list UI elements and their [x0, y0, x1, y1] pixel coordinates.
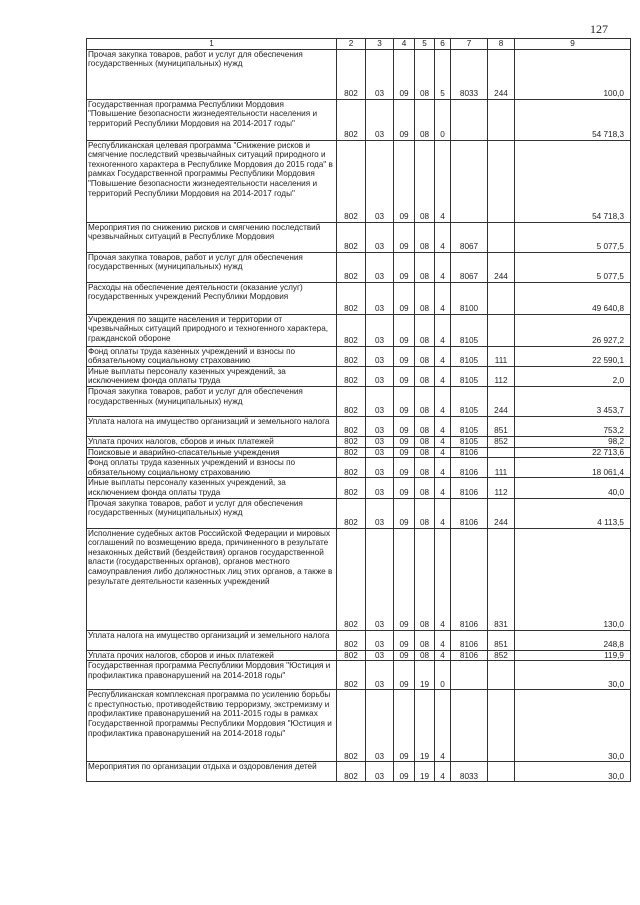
row-value-cell-col-2: 802 [337, 386, 366, 416]
row-value-cell-col-9: 2,0 [515, 366, 631, 386]
row-value-cell-col-9: 119,9 [515, 650, 631, 661]
row-value-cell-col-4: 09 [394, 99, 415, 140]
row-value-cell-col-3: 03 [366, 222, 394, 252]
row-value-cell-col-9: 30,0 [515, 762, 631, 782]
column-header-9: 9 [515, 39, 631, 50]
row-value-cell-col-5: 08 [415, 366, 435, 386]
row-value-cell-col-2: 802 [337, 436, 366, 447]
table-row [87, 458, 631, 478]
table-row [87, 252, 631, 282]
row-value-cell-col-8 [488, 282, 515, 314]
row-value-cell-col-5: 08 [415, 140, 435, 222]
row-value-cell-col-8 [488, 661, 515, 690]
row-value-cell-col-2: 802 [337, 458, 366, 478]
row-value-cell-col-7: 8067 [451, 222, 488, 252]
page-number: 127 [590, 22, 608, 36]
row-name-cell: Уплата прочих налогов, сборов и иных платежей [87, 436, 337, 447]
row-value-cell-col-4: 09 [394, 650, 415, 661]
row-value-cell-col-3: 03 [366, 140, 394, 222]
row-name-cell: Уплата налога на имущество организаций и земельного налога [87, 630, 337, 650]
row-value-cell-col-7: 8106 [451, 458, 488, 478]
row-name-cell: Мероприятия по снижению рисков и смягчению последствий чрезвычайных ситуаций в Республике Мордовия [87, 222, 337, 252]
row-value-cell-col-6: 4 [435, 386, 451, 416]
row-value-cell-col-2: 802 [337, 690, 366, 762]
row-value-cell-col-4: 09 [394, 762, 415, 782]
row-value-cell-col-7: 8106 [451, 528, 488, 630]
row-value-cell-col-7: 8105 [451, 416, 488, 436]
row-value-cell-col-6: 4 [435, 252, 451, 282]
row-value-cell-col-4: 09 [394, 436, 415, 447]
row-value-cell-col-7: 8106 [451, 498, 488, 528]
row-value-cell-col-9: 22 590,1 [515, 346, 631, 366]
row-value-cell-col-9: 248,8 [515, 630, 631, 650]
row-value-cell-col-2: 802 [337, 346, 366, 366]
row-value-cell-col-3: 03 [366, 762, 394, 782]
row-value-cell-col-8: 244 [488, 49, 515, 99]
row-value-cell-col-3: 03 [366, 690, 394, 762]
row-value-cell-col-7 [451, 140, 488, 222]
row-value-cell-col-3: 03 [366, 436, 394, 447]
row-name-cell: Уплата прочих налогов, сборов и иных платежей [87, 650, 337, 661]
row-value-cell-col-4: 09 [394, 416, 415, 436]
row-value-cell-col-9: 130,0 [515, 528, 631, 630]
row-value-cell-col-3: 03 [366, 252, 394, 282]
row-value-cell-col-2: 802 [337, 314, 366, 346]
row-value-cell-col-7: 8106 [451, 650, 488, 661]
row-value-cell-col-8 [488, 99, 515, 140]
row-value-cell-col-3: 03 [366, 661, 394, 690]
column-header-5: 5 [415, 39, 435, 50]
row-value-cell-col-4: 09 [394, 498, 415, 528]
row-value-cell-col-4: 09 [394, 447, 415, 458]
row-value-cell-col-3: 03 [366, 416, 394, 436]
row-value-cell-col-4: 09 [394, 661, 415, 690]
row-value-cell-col-8: 111 [488, 346, 515, 366]
row-value-cell-col-5: 08 [415, 528, 435, 630]
row-value-cell-col-2: 802 [337, 478, 366, 498]
row-value-cell-col-5: 08 [415, 650, 435, 661]
row-value-cell-col-4: 09 [394, 222, 415, 252]
row-value-cell-col-6: 4 [435, 650, 451, 661]
table-row [87, 498, 631, 528]
row-value-cell-col-6: 4 [435, 458, 451, 478]
row-value-cell-col-4: 09 [394, 528, 415, 630]
row-value-cell-col-9: 22 713,6 [515, 447, 631, 458]
row-value-cell-col-8 [488, 140, 515, 222]
row-value-cell-col-9: 5 077,5 [515, 252, 631, 282]
table-row [87, 478, 631, 498]
row-value-cell-col-5: 08 [415, 447, 435, 458]
row-name-cell: Учреждения по защите населения и территории от чрезвычайных ситуаций природного и техногенного характера, гражданской обороне [87, 314, 337, 346]
row-name-cell: Уплата налога на имущество организаций и земельного налога [87, 416, 337, 436]
column-header-4: 4 [394, 39, 415, 50]
row-value-cell-col-4: 09 [394, 630, 415, 650]
row-value-cell-col-5: 08 [415, 314, 435, 346]
table-row [87, 661, 631, 690]
row-value-cell-col-5: 08 [415, 386, 435, 416]
row-value-cell-col-7: 8106 [451, 478, 488, 498]
row-value-cell-col-4: 09 [394, 690, 415, 762]
row-value-cell-col-7: 8067 [451, 252, 488, 282]
row-value-cell-col-8 [488, 690, 515, 762]
row-value-cell-col-2: 802 [337, 447, 366, 458]
row-value-cell-col-2: 802 [337, 661, 366, 690]
row-value-cell-col-7: 8105 [451, 436, 488, 447]
row-value-cell-col-9: 4 113,5 [515, 498, 631, 528]
column-header-8: 8 [488, 39, 515, 50]
row-name-cell: Поисковые и аварийно-спасательные учреждения [87, 447, 337, 458]
table-row [87, 49, 631, 99]
row-value-cell-col-2: 802 [337, 650, 366, 661]
row-value-cell-col-4: 09 [394, 346, 415, 366]
row-name-cell: Прочая закупка товаров, работ и услуг для обеспечения государственных (муниципальных) нужд [87, 49, 337, 99]
row-value-cell-col-2: 802 [337, 366, 366, 386]
row-value-cell-col-2: 802 [337, 762, 366, 782]
row-value-cell-col-8: 112 [488, 366, 515, 386]
row-name-cell: Прочая закупка товаров, работ и услуг для обеспечения государственных (муниципальных) нужд [87, 386, 337, 416]
row-value-cell-col-4: 09 [394, 314, 415, 346]
row-value-cell-col-3: 03 [366, 650, 394, 661]
row-value-cell-col-6: 4 [435, 222, 451, 252]
row-value-cell-col-6: 4 [435, 346, 451, 366]
header-row [87, 39, 631, 50]
table-row [87, 690, 631, 762]
row-value-cell-col-5: 08 [415, 458, 435, 478]
column-header-1: 1 [87, 39, 337, 50]
row-value-cell-col-3: 03 [366, 630, 394, 650]
row-value-cell-col-8: 852 [488, 650, 515, 661]
row-value-cell-col-3: 03 [366, 458, 394, 478]
row-value-cell-col-4: 09 [394, 458, 415, 478]
table-row [87, 436, 631, 447]
row-value-cell-col-9: 98,2 [515, 436, 631, 447]
row-value-cell-col-3: 03 [366, 528, 394, 630]
row-value-cell-col-6: 0 [435, 661, 451, 690]
table-row [87, 222, 631, 252]
column-header-3: 3 [366, 39, 394, 50]
row-value-cell-col-7 [451, 690, 488, 762]
table-row [87, 282, 631, 314]
row-value-cell-col-4: 09 [394, 140, 415, 222]
row-value-cell-col-9: 40,0 [515, 478, 631, 498]
row-value-cell-col-8 [488, 762, 515, 782]
row-value-cell-col-9: 26 927,2 [515, 314, 631, 346]
row-value-cell-col-7: 8100 [451, 282, 488, 314]
row-value-cell-col-5: 08 [415, 49, 435, 99]
table-row [87, 447, 631, 458]
row-name-cell: Республиканская целевая программа "Снижение рисков и смягчение последствий чрезвычайных ситуаций природного и техногенного характера в Республике Мордовия до 2015 года" в рамках Государственной программы Республики Мордовия "Повышение безопасности жизнедеятельности населения и территорий Республики Мордовия на 2014-2017 годы" [87, 140, 337, 222]
row-value-cell-col-5: 08 [415, 478, 435, 498]
row-name-cell: Иные выплаты персоналу казенных учреждений, за исключением фонда оплаты труда [87, 478, 337, 498]
row-value-cell-col-9: 54 718,3 [515, 140, 631, 222]
row-name-cell: Прочая закупка товаров, работ и услуг для обеспечения государственных (муниципальных) нужд [87, 252, 337, 282]
row-value-cell-col-5: 08 [415, 99, 435, 140]
row-value-cell-col-3: 03 [366, 366, 394, 386]
row-value-cell-col-7: 8106 [451, 447, 488, 458]
table-row [87, 650, 631, 661]
column-header-6: 6 [435, 39, 451, 50]
row-name-cell: Расходы на обеспечение деятельности (оказание услуг) государственных учреждений Республики Мордовия [87, 282, 337, 314]
row-value-cell-col-5: 08 [415, 222, 435, 252]
row-value-cell-col-6: 4 [435, 366, 451, 386]
row-name-cell: Мероприятия по организации отдыха и оздоровления детей [87, 762, 337, 782]
row-value-cell-col-8: 112 [488, 478, 515, 498]
row-value-cell-col-6: 4 [435, 478, 451, 498]
row-value-cell-col-6: 4 [435, 762, 451, 782]
table-row [87, 99, 631, 140]
row-value-cell-col-2: 802 [337, 252, 366, 282]
row-value-cell-col-4: 09 [394, 282, 415, 314]
row-value-cell-col-7: 8033 [451, 49, 488, 99]
column-header-2: 2 [337, 39, 366, 50]
row-name-cell: Исполнение судебных актов Российской Федерации и мировых соглашений по возмещению вреда, причиненного в результате незаконных действий (бездействия) органов государственной власти (государственных органов), органов местного самоуправления либо должностных лиц этих органов, а также в результате деятельности казенных учреждений [87, 528, 337, 630]
table-row [87, 630, 631, 650]
row-value-cell-col-8: 852 [488, 436, 515, 447]
row-value-cell-col-2: 802 [337, 282, 366, 314]
row-value-cell-col-4: 09 [394, 252, 415, 282]
row-value-cell-col-3: 03 [366, 498, 394, 528]
row-value-cell-col-9: 30,0 [515, 661, 631, 690]
row-value-cell-col-7: 8106 [451, 630, 488, 650]
row-value-cell-col-5: 19 [415, 762, 435, 782]
row-value-cell-col-9: 753,2 [515, 416, 631, 436]
row-value-cell-col-7: 8105 [451, 386, 488, 416]
row-value-cell-col-2: 802 [337, 416, 366, 436]
row-value-cell-col-6: 4 [435, 690, 451, 762]
row-value-cell-col-4: 09 [394, 386, 415, 416]
row-name-cell: Государственная программа Республики Мордовия "Повышение безопасности жизнедеятельности населения и территорий Республики Мордовия на 2014-2017 годы" [87, 99, 337, 140]
budget-table [86, 38, 631, 782]
table-row [87, 314, 631, 346]
column-header-7: 7 [451, 39, 488, 50]
row-value-cell-col-9: 18 061,4 [515, 458, 631, 478]
row-value-cell-col-9: 3 453,7 [515, 386, 631, 416]
row-value-cell-col-9: 30,0 [515, 690, 631, 762]
row-value-cell-col-3: 03 [366, 346, 394, 366]
row-value-cell-col-8: 831 [488, 528, 515, 630]
table-row [87, 528, 631, 630]
row-value-cell-col-3: 03 [366, 49, 394, 99]
row-value-cell-col-5: 08 [415, 282, 435, 314]
row-value-cell-col-6: 5 [435, 49, 451, 99]
row-value-cell-col-8: 111 [488, 458, 515, 478]
row-value-cell-col-6: 0 [435, 99, 451, 140]
row-value-cell-col-5: 08 [415, 346, 435, 366]
row-value-cell-col-6: 4 [435, 528, 451, 630]
row-value-cell-col-5: 08 [415, 416, 435, 436]
row-value-cell-col-2: 802 [337, 630, 366, 650]
row-value-cell-col-8: 851 [488, 630, 515, 650]
row-name-cell: Прочая закупка товаров, работ и услуг для обеспечения государственных (муниципальных) нужд [87, 498, 337, 528]
row-value-cell-col-6: 4 [435, 447, 451, 458]
row-value-cell-col-4: 09 [394, 478, 415, 498]
row-value-cell-col-2: 802 [337, 528, 366, 630]
row-value-cell-col-7: 8105 [451, 346, 488, 366]
row-value-cell-col-6: 4 [435, 140, 451, 222]
row-value-cell-col-2: 802 [337, 49, 366, 99]
row-value-cell-col-7: 8105 [451, 314, 488, 346]
row-value-cell-col-3: 03 [366, 314, 394, 346]
row-value-cell-col-5: 08 [415, 498, 435, 528]
row-value-cell-col-3: 03 [366, 478, 394, 498]
row-value-cell-col-9: 5 077,5 [515, 222, 631, 252]
row-name-cell: Государственная программа Республики Мордовия "Юстиция и профилактика правонарушений на 2014-2018 годы" [87, 661, 337, 690]
row-value-cell-col-9: 54 718,3 [515, 99, 631, 140]
row-value-cell-col-8: 244 [488, 386, 515, 416]
row-value-cell-col-3: 03 [366, 386, 394, 416]
row-value-cell-col-4: 09 [394, 49, 415, 99]
row-value-cell-col-8: 244 [488, 252, 515, 282]
row-value-cell-col-3: 03 [366, 282, 394, 314]
row-value-cell-col-5: 19 [415, 661, 435, 690]
row-name-cell: Фонд оплаты труда казенных учреждений и взносы по обязательному социальному страхованию [87, 458, 337, 478]
row-value-cell-col-8 [488, 447, 515, 458]
row-value-cell-col-4: 09 [394, 366, 415, 386]
table-row [87, 762, 631, 782]
table-body [87, 49, 631, 782]
row-value-cell-col-3: 03 [366, 99, 394, 140]
table-row [87, 366, 631, 386]
row-value-cell-col-5: 08 [415, 252, 435, 282]
row-value-cell-col-6: 4 [435, 282, 451, 314]
row-value-cell-col-7 [451, 661, 488, 690]
row-value-cell-col-9: 49 640,8 [515, 282, 631, 314]
budget-table-wrapper [86, 38, 630, 782]
row-value-cell-col-7: 8033 [451, 762, 488, 782]
table-row [87, 140, 631, 222]
row-value-cell-col-8 [488, 314, 515, 346]
table-row [87, 416, 631, 436]
table-row [87, 346, 631, 366]
row-value-cell-col-6: 4 [435, 416, 451, 436]
row-value-cell-col-7: 8105 [451, 366, 488, 386]
row-value-cell-col-8: 244 [488, 498, 515, 528]
row-value-cell-col-7 [451, 99, 488, 140]
table-row [87, 386, 631, 416]
row-value-cell-col-5: 08 [415, 630, 435, 650]
row-value-cell-col-8: 851 [488, 416, 515, 436]
row-value-cell-col-6: 4 [435, 436, 451, 447]
row-name-cell: Фонд оплаты труда казенных учреждений и взносы по обязательному социальному страхованию [87, 346, 337, 366]
row-value-cell-col-6: 4 [435, 498, 451, 528]
row-value-cell-col-2: 802 [337, 140, 366, 222]
row-value-cell-col-2: 802 [337, 498, 366, 528]
row-value-cell-col-9: 100,0 [515, 49, 631, 99]
row-value-cell-col-5: 19 [415, 690, 435, 762]
row-value-cell-col-8 [488, 222, 515, 252]
row-value-cell-col-6: 4 [435, 314, 451, 346]
row-name-cell: Иные выплаты персоналу казенных учреждений, за исключением фонда оплаты труда [87, 366, 337, 386]
row-value-cell-col-5: 08 [415, 436, 435, 447]
row-value-cell-col-2: 802 [337, 99, 366, 140]
row-value-cell-col-2: 802 [337, 222, 366, 252]
row-value-cell-col-3: 03 [366, 447, 394, 458]
row-value-cell-col-6: 4 [435, 630, 451, 650]
row-name-cell: Республиканская комплексная программа по усилению борьбы с преступностью, противодействию терроризму, экстремизму и профилактике правонарушений на 2011-2015 годы в рамках Государственной программы Республики Мордовия "Юстиция и профилактика правонарушений на 2014-2018 годы" [87, 690, 337, 762]
